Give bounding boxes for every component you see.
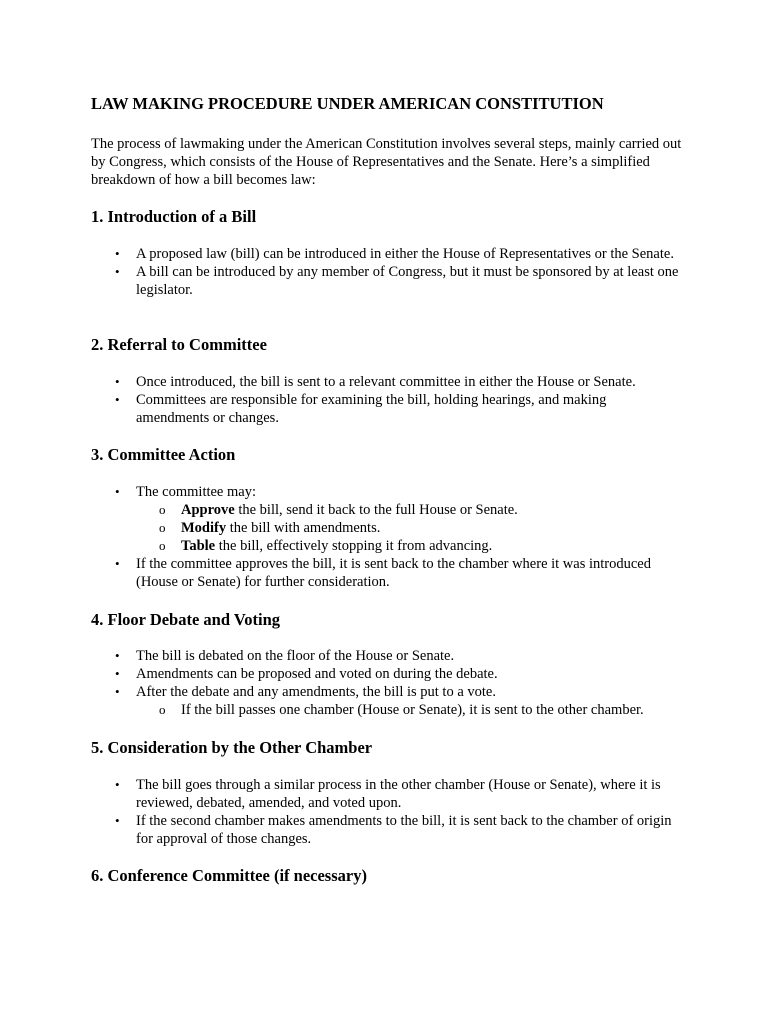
sub-item-keyword: Approve bbox=[181, 502, 235, 518]
circle-bullet-icon: o bbox=[159, 520, 166, 535]
bullet-icon: • bbox=[115, 556, 120, 571]
vote-outcome-sublist bbox=[136, 701, 681, 719]
sub-item-keyword: Table bbox=[181, 538, 216, 554]
section-5-list bbox=[0, 776, 768, 848]
sub-item-text: the bill, send it back to the full House or Senate. bbox=[234, 502, 518, 518]
section-heading-committee-action: 3. Committee Action bbox=[91, 445, 236, 464]
intro-paragraph: The process of lawmaking under the American Constitution involves several steps, mainly carried out by Congress, which consists of the House of Representatives and the Senate. Here’s a simplified breakdown of how a bill becomes law: bbox=[91, 136, 682, 188]
list-item bbox=[0, 263, 681, 299]
list-item bbox=[0, 776, 681, 812]
list-item-text: The bill goes through a similar process in the other chamber (House or Senate), where it is reviewed, debated, amended, and voted upon. bbox=[136, 777, 661, 811]
sub-item-text: If the bill passes one chamber (House or Senate), it is sent to the other chamber. bbox=[181, 702, 644, 718]
list-item bbox=[0, 483, 681, 555]
sub-list-item bbox=[136, 501, 681, 519]
committee-options-sublist bbox=[136, 501, 681, 555]
list-item bbox=[0, 665, 681, 683]
section-heading-consideration-by-other-chamber: 5. Consideration by the Other Chamber bbox=[91, 738, 373, 757]
bullet-icon: • bbox=[115, 684, 120, 699]
section-1-list bbox=[0, 245, 768, 299]
bullet-icon: • bbox=[115, 392, 120, 407]
list-item-text: Once introduced, the bill is sent to a relevant committee in either the House or Senate. bbox=[136, 374, 636, 390]
circle-bullet-icon: o bbox=[159, 502, 166, 517]
list-item-text: If the second chamber makes amendments to the bill, it is sent back to the chamber of origin for approval of those changes. bbox=[136, 813, 672, 847]
list-item-text: After the debate and any amendments, the bill is put to a vote. bbox=[136, 684, 496, 700]
sub-item-keyword: Modify bbox=[181, 520, 227, 536]
section-heading-referral-to-committee: 2. Referral to Committee bbox=[91, 335, 267, 354]
section-heading-introduction-of-a-bill: 1. Introduction of a Bill bbox=[91, 207, 257, 226]
bullet-icon: • bbox=[115, 374, 120, 389]
sub-item-text: the bill with amendments. bbox=[226, 520, 381, 536]
section-3-list bbox=[0, 483, 768, 591]
sub-list-item bbox=[136, 519, 681, 537]
list-item-text: A bill can be introduced by any member of Congress, but it must be sponsored by at least one legislator. bbox=[136, 264, 679, 298]
sub-list-item bbox=[136, 537, 681, 555]
circle-bullet-icon: o bbox=[159, 538, 166, 553]
bullet-icon: • bbox=[115, 648, 120, 663]
bullet-icon: • bbox=[115, 813, 120, 828]
list-item bbox=[0, 245, 681, 263]
section-2-list bbox=[0, 373, 768, 427]
section-heading-conference-committee: 6. Conference Committee (if necessary) bbox=[91, 866, 367, 885]
list-item bbox=[0, 555, 681, 591]
sub-item-text: the bill, effectively stopping it from advancing. bbox=[215, 538, 493, 554]
list-item-text: The bill is debated on the floor of the House or Senate. bbox=[136, 648, 455, 664]
list-item bbox=[0, 373, 681, 391]
list-item-text: If the committee approves the bill, it is sent back to the chamber where it was introduced (House or Senate) for further consideration. bbox=[136, 556, 651, 590]
bullet-icon: • bbox=[115, 246, 120, 261]
list-item bbox=[0, 683, 681, 719]
list-item bbox=[0, 391, 681, 427]
document-title: LAW MAKING PROCEDURE UNDER AMERICAN CONSTITUTION bbox=[91, 94, 604, 113]
list-item-text: The committee may: bbox=[136, 484, 256, 500]
bullet-icon: • bbox=[115, 777, 120, 792]
bullet-icon: • bbox=[115, 264, 120, 279]
circle-bullet-icon: o bbox=[159, 702, 166, 717]
list-item-text: Committees are responsible for examining the bill, holding hearings, and making amendments or changes. bbox=[136, 392, 607, 426]
sub-list-item bbox=[136, 701, 681, 719]
list-item-text: A proposed law (bill) can be introduced in either the House of Representatives or the Senate. bbox=[136, 246, 674, 262]
section-heading-floor-debate-and-voting: 4. Floor Debate and Voting bbox=[91, 610, 281, 629]
bullet-icon: • bbox=[115, 484, 120, 499]
list-item bbox=[0, 647, 681, 665]
bullet-icon: • bbox=[115, 666, 120, 681]
list-item-text: Amendments can be proposed and voted on during the debate. bbox=[136, 666, 498, 682]
list-item bbox=[0, 812, 681, 848]
section-4-list bbox=[0, 647, 768, 719]
